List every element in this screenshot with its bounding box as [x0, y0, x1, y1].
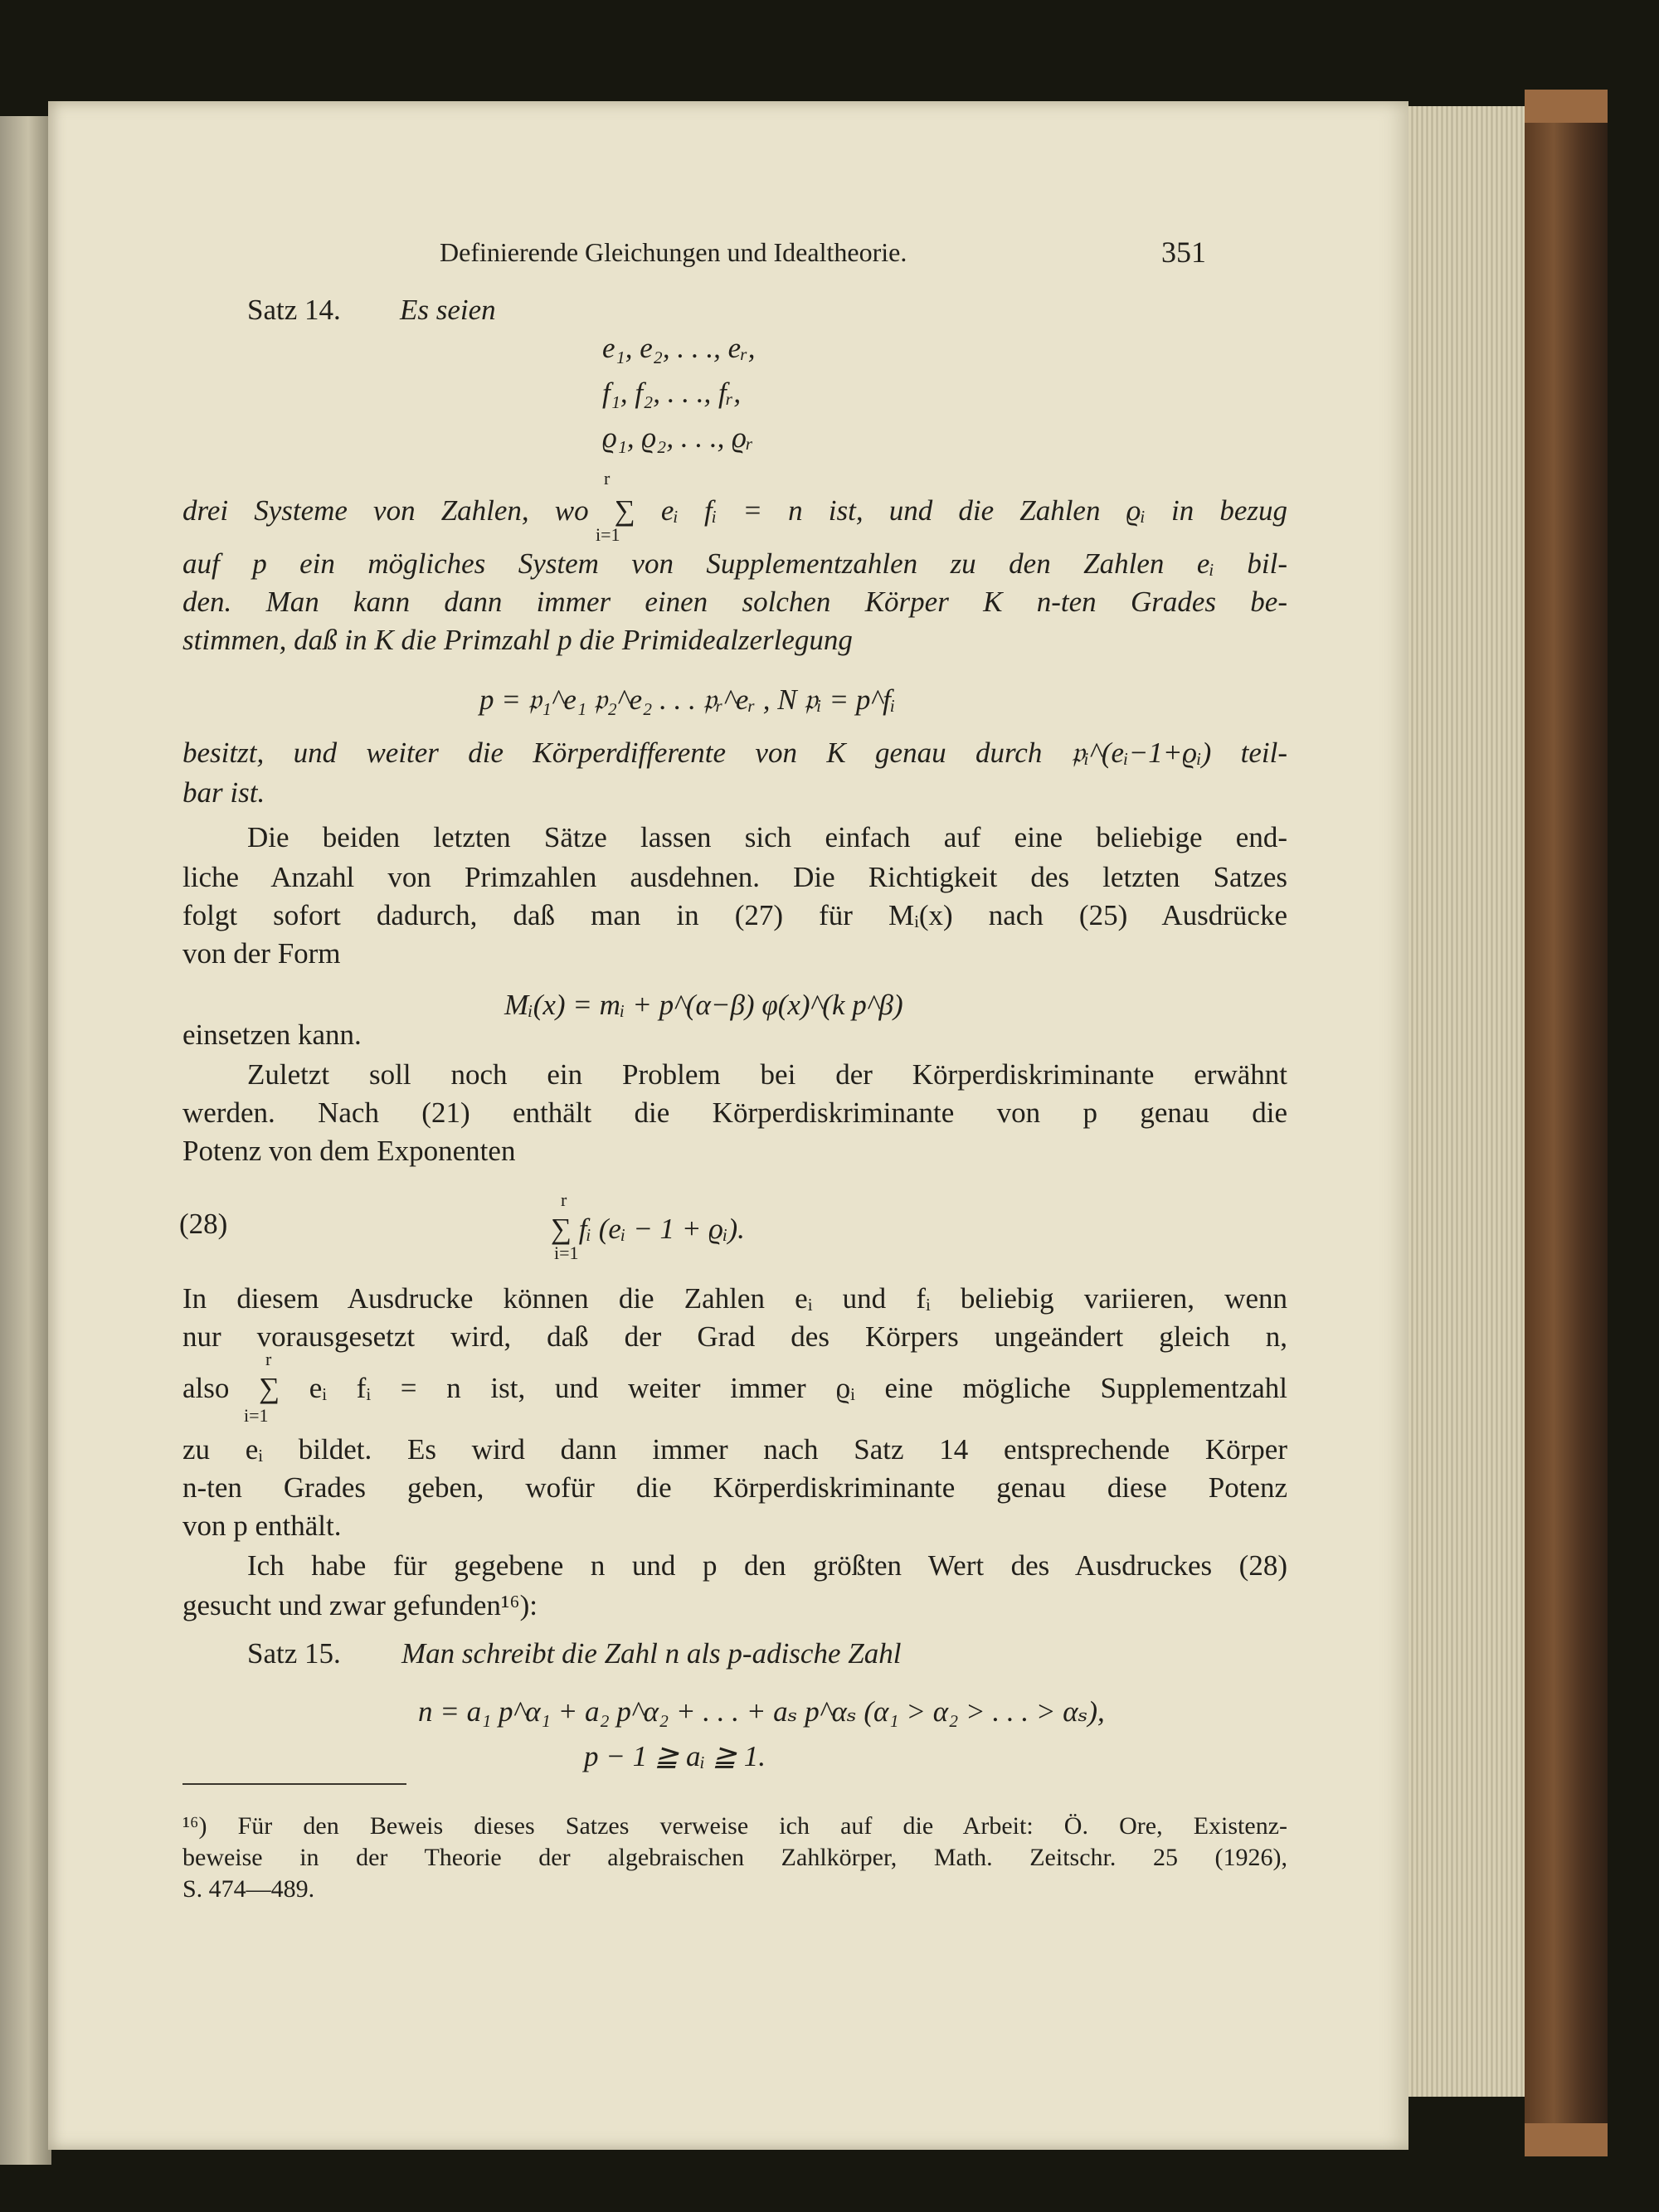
satz14-line1: drei Systeme von Zahlen, wo ∑ eᵢ fᵢ = n ist, und die Zahlen ϱᵢ in bezug: [182, 494, 1287, 527]
body1-line3: folgt sofort dadurch, daß man in (27) für Mᵢ(x) nach (25) Ausdrücke: [182, 899, 1287, 931]
body3-line5: n-ten Grades geben, wofür die Körperdiskriminante genau diese Potenz: [182, 1471, 1287, 1504]
eq28-number: (28): [179, 1208, 228, 1240]
satz14-formula: p = 𝔭₁^e₁ 𝔭₂^e₂ . . . 𝔭ᵣ^eᵣ , N 𝔭ᵢ = p^fᵢ: [479, 683, 896, 716]
footnote-line3: S. 474—489.: [182, 1875, 315, 1903]
left-page-edge: [0, 116, 51, 2165]
body3-sum-bottom: i=1: [244, 1405, 269, 1426]
page-stack-edge: [1408, 106, 1525, 2097]
satz14-sum-top: r: [604, 468, 611, 489]
body4-line1: Ich habe für gegebene n und p den größten Wert des Ausdruckes (28): [247, 1549, 1287, 1582]
satz14-line5: besitzt, und weiter die Körperdifferente von K genau durch 𝔭ᵢ^(eᵢ−1+ϱᵢ) teil-: [182, 737, 1287, 769]
body1-formula: Mᵢ(x) = mᵢ + p^(α−β) φ(x)^(k p^β): [504, 989, 903, 1021]
body3-line3: also ∑ eᵢ fᵢ = n ist, und weiter immer ϱᵢ eine mögliche Supplementzahl: [182, 1372, 1287, 1404]
body4-line2: gesucht und zwar gefunden¹⁶):: [182, 1589, 538, 1621]
body3-line6: von p enthält.: [182, 1510, 342, 1542]
satz14-row-rho: ϱ₁, ϱ₂, . . ., ϱᵣ: [602, 421, 754, 454]
body1-line4: von der Form: [182, 937, 341, 970]
eq28-body: ∑ fᵢ (eᵢ − 1 + ϱᵢ).: [551, 1213, 745, 1245]
satz14-label: Satz 14.: [247, 294, 341, 326]
body2-line2: werden. Nach (21) enthält die Körperdiskriminante von p genau die: [182, 1096, 1287, 1129]
running-title: Definierende Gleichungen und Idealtheorie.: [440, 237, 907, 267]
eq28-sum-top: r: [561, 1189, 567, 1210]
satz14-line2: auf p ein mögliches System von Supplementzahlen zu den Zahlen eᵢ bil-: [182, 547, 1287, 580]
page-number: 351: [1161, 236, 1206, 269]
satz14-line3: den. Man kann dann immer einen solchen Körper K n-ten Grades be-: [182, 586, 1287, 618]
body2-line1: Zuletzt soll noch ein Problem bei der Körperdiskriminante erwähnt: [247, 1058, 1287, 1091]
cover-band-top: [1525, 90, 1608, 123]
body3-line1: In diesem Ausdrucke können die Zahlen eᵢ und fᵢ beliebig variieren, wenn: [182, 1282, 1287, 1315]
satz15-formula1: n = a₁ p^α₁ + a₂ p^α₂ + . . . + aₛ p^αₛ (α₁ > α₂ > . . . > αₛ),: [418, 1695, 1105, 1728]
body2-line3: Potenz von dem Exponenten: [182, 1135, 516, 1167]
satz15-label: Satz 15.: [247, 1637, 341, 1670]
body1-line5: einsetzen kann.: [182, 1018, 362, 1051]
satz14-line4: stimmen, daß in K die Primzahl p die Primidealzerlegung: [182, 624, 853, 656]
footnote-line2: beweise in der Theorie der algebraischen Zahlkörper, Math. Zeitschr. 25 (1926),: [182, 1844, 1287, 1871]
eq28-sum-bottom: i=1: [554, 1242, 579, 1263]
body3-sum-top: r: [265, 1349, 272, 1369]
footnote-rule: [182, 1783, 406, 1785]
satz14-intro: Es seien: [400, 294, 496, 326]
satz14-line6: bar ist.: [182, 776, 265, 809]
body1-line1: Die beiden letzten Sätze lassen sich einfach auf eine beliebige end-: [247, 821, 1287, 853]
satz14-row-f: f₁, f₂, . . ., fᵣ,: [602, 377, 742, 409]
footnote-line1: ¹⁶) Für den Beweis dieses Satzes verweise ich auf die Arbeit: Ö. Ore, Existenz-: [182, 1812, 1287, 1840]
satz15-formula2: p − 1 ≧ aᵢ ≧ 1.: [584, 1740, 766, 1772]
satz14-sum-bottom: i=1: [596, 524, 620, 545]
book-cover: [1525, 91, 1608, 2148]
satz14-row-e: e₁, e₂, . . ., eᵣ,: [602, 332, 756, 364]
body3-line2: nur vorausgesetzt wird, daß der Grad des Körpers ungeändert gleich n,: [182, 1320, 1287, 1353]
body3-line4: zu eᵢ bildet. Es wird dann immer nach Satz 14 entsprechende Körper: [182, 1433, 1287, 1466]
satz15-text: Man schreibt die Zahl n als p-adische Zahl: [401, 1637, 902, 1670]
cover-band-bottom: [1525, 2123, 1608, 2156]
body1-line2: liche Anzahl von Primzahlen ausdehnen. Die Richtigkeit des letzten Satzes: [182, 861, 1287, 893]
